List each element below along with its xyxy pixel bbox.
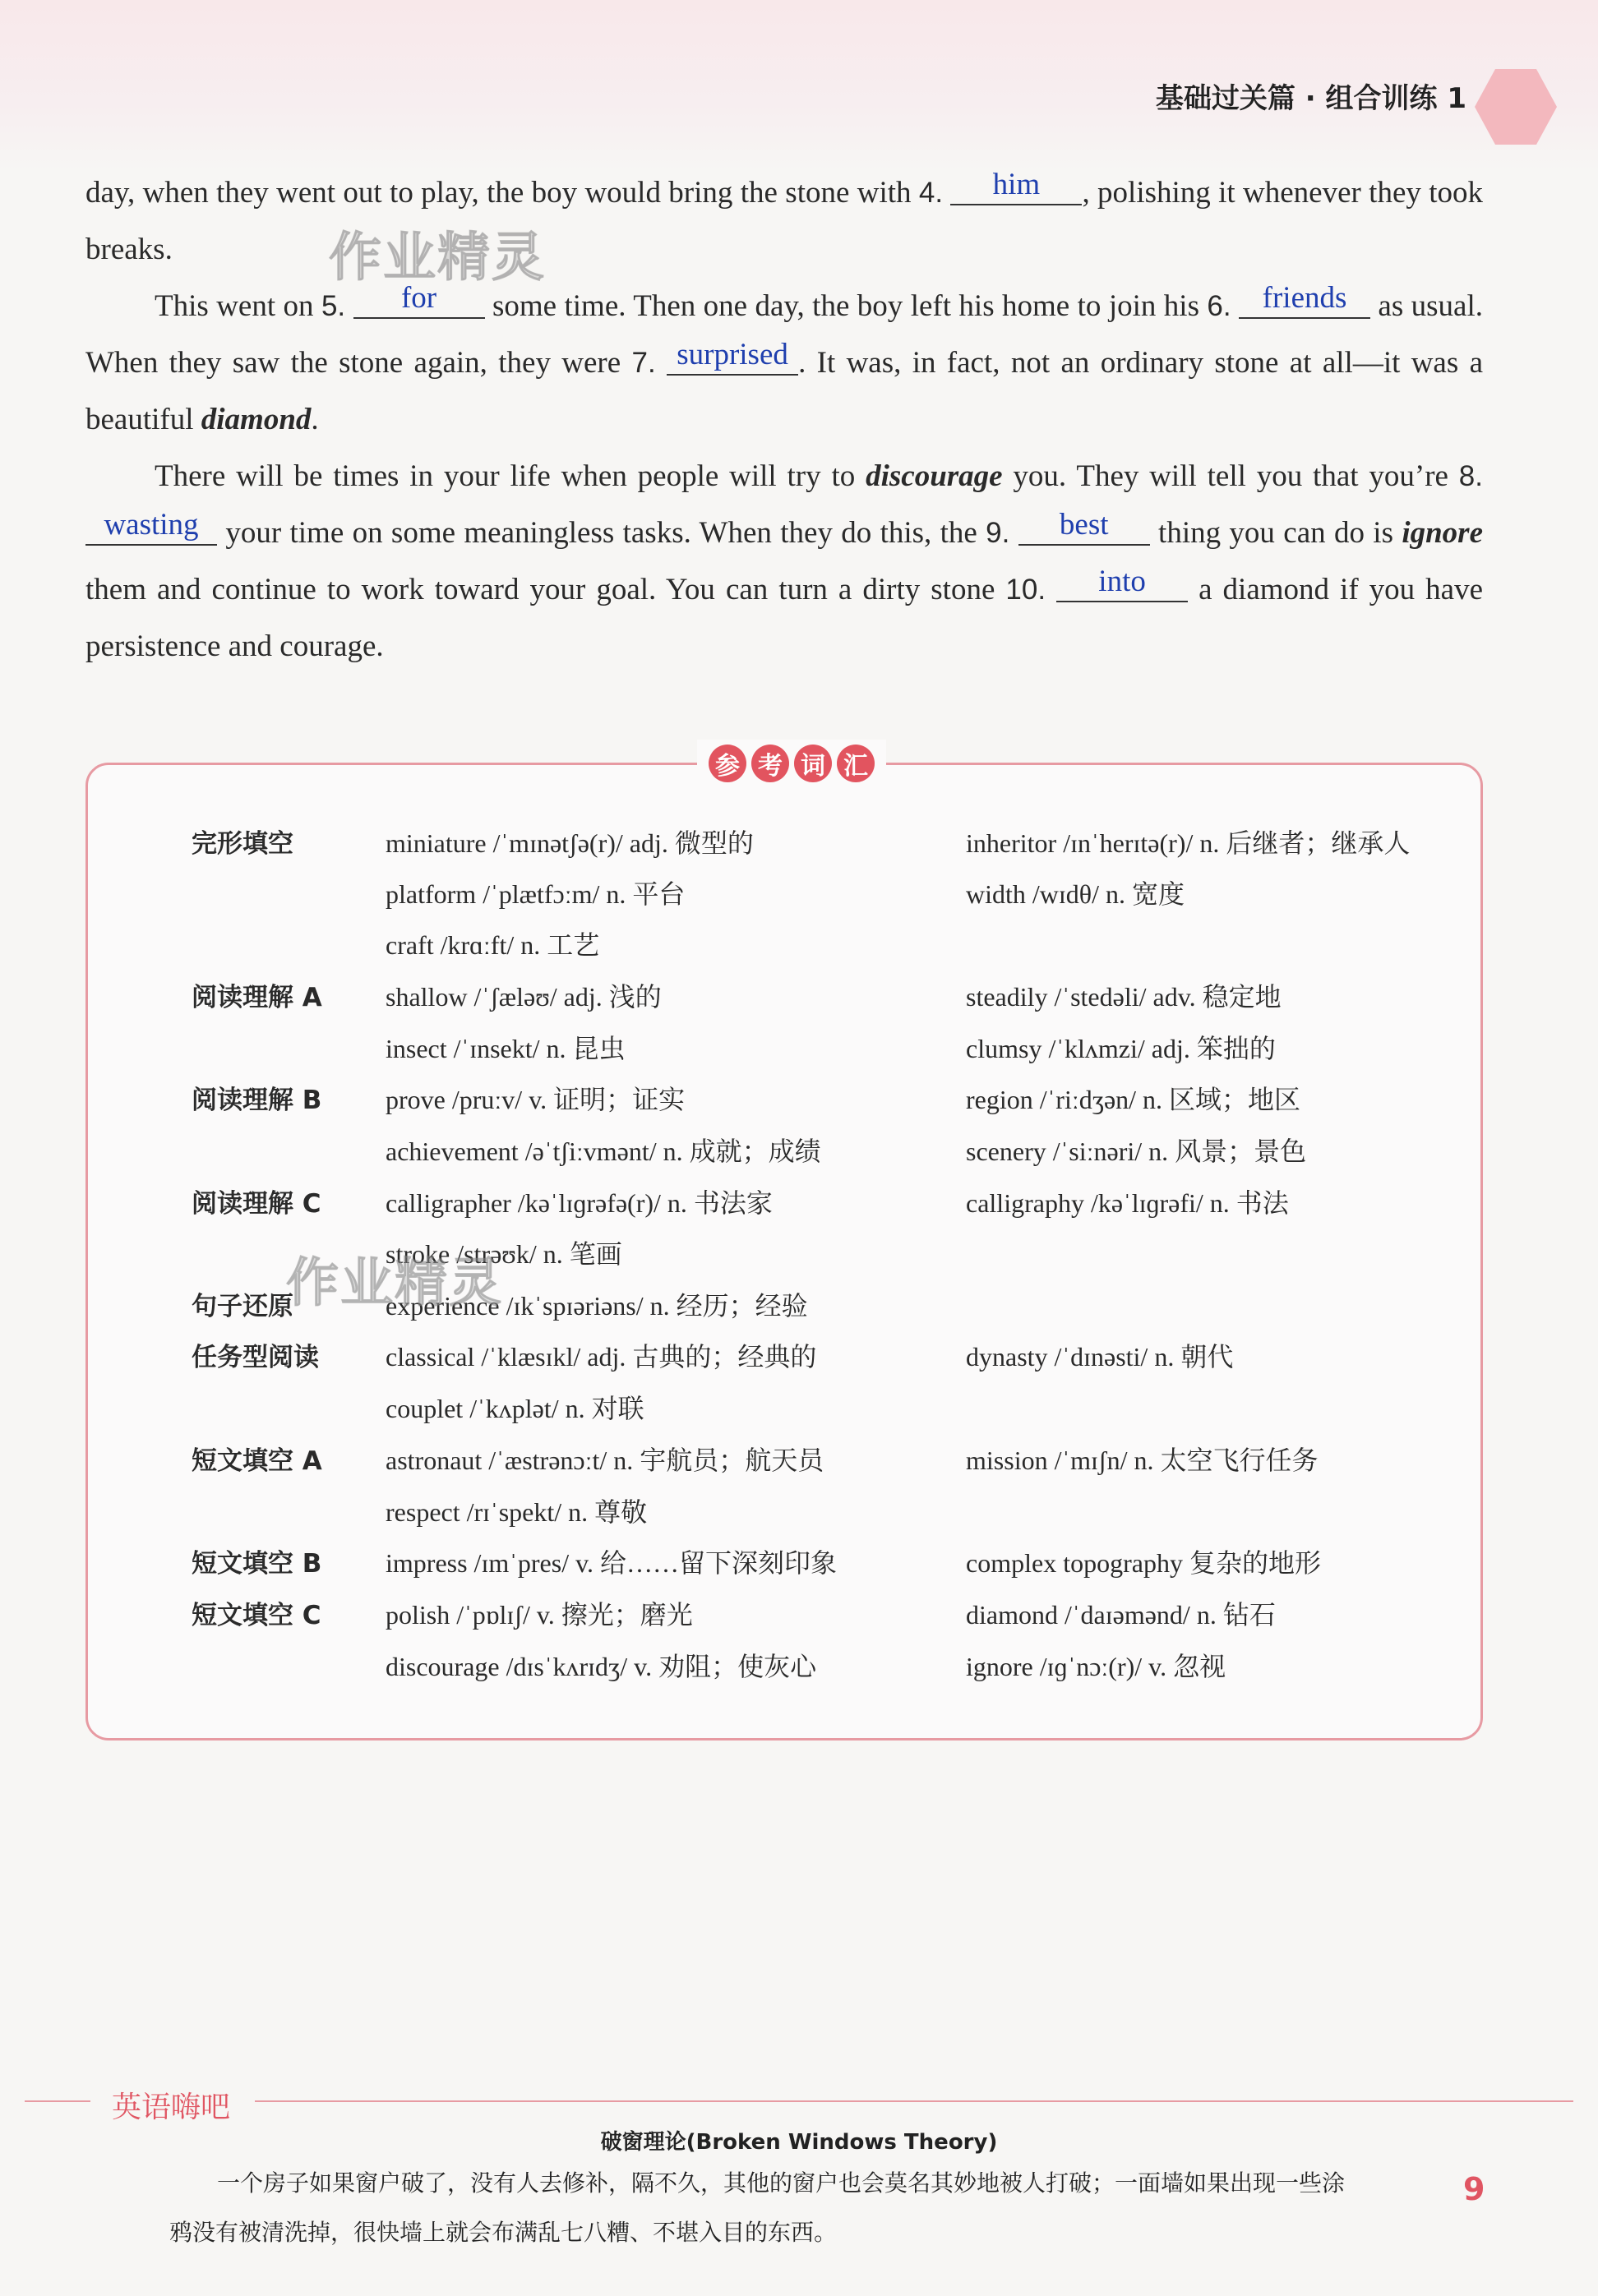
vocab-row <box>88 1542 1485 1594</box>
vocab-entry: insect /ˈɪnsekt/ n. 昆虫 <box>386 1034 626 1063</box>
vocab-entry: complex topography 复杂的地形 <box>966 1548 1321 1578</box>
keyword-discourage: discourage <box>866 459 1003 493</box>
vocab-entry: clumsy /ˈklʌmzi/ adj. 笨拙的 <box>966 1034 1276 1063</box>
title-char: 考 <box>751 745 789 782</box>
vocab-category: 短文填空 A <box>192 1446 322 1476</box>
paragraph-3 <box>85 448 1483 675</box>
vocab-entry: couplet /ˈkʌplət/ n. 对联 <box>386 1394 644 1423</box>
footer-title: 破窗理论(Broken Windows Theory) <box>600 2130 998 2155</box>
vocab-category: 句子还原 <box>192 1292 293 1321</box>
paragraph-1 <box>85 164 1483 278</box>
footer-text-line-2: 鸦没有被清洗掉，很快墙上就会布满乱七八糟、不堪入目的东西。 <box>169 2219 838 2246</box>
answer-blank-10[interactable]: into <box>1056 563 1188 602</box>
watermark: 作业精灵 <box>286 1253 503 1314</box>
vocab-entry: discourage /dɪsˈkʌrɪdʒ/ v. 劝阻；使灰心 <box>386 1652 817 1681</box>
vocab-category: 阅读理解 B <box>192 1086 322 1115</box>
vocab-entry: prove /pruːv/ v. 证明；证实 <box>386 1085 686 1114</box>
blank-number: 9. <box>986 517 1010 549</box>
blank-number: 7. <box>631 347 656 379</box>
answer-blank-8[interactable]: wasting <box>85 506 217 546</box>
footer-divider <box>255 2100 1573 2102</box>
vocab-entry: astronaut /ˈæstrənɔːt/ n. 宇航员；航天员 <box>386 1445 824 1475</box>
vocab-entry: width /wɪdθ/ n. 宽度 <box>966 879 1185 909</box>
title-char: 汇 <box>837 745 875 782</box>
vocab-row <box>88 1336 1485 1388</box>
vocab-entry: steadily /ˈstedəli/ adv. 稳定地 <box>966 982 1282 1012</box>
text: them and continue to work toward your goal. You can turn a dirty stone <box>85 573 1006 606</box>
text: . It was, in fact, not an ordinary stone at all—it was a beautiful <box>85 346 1484 436</box>
vocab-entry: dynasty /ˈdɪnəsti/ n. 朝代 <box>966 1342 1234 1372</box>
footer-text-line-1: 一个房子如果窗户破了，没有人去修补，隔不久，其他的窗户也会莫名其妙地被人打破；一面墙如果出现一些涂 <box>217 2169 1346 2197</box>
vocab-entry: stroke /strəʊk/ n. 笔画 <box>386 1239 622 1269</box>
vocab-entry: diamond /ˈdaɪəmənd/ n. 钻石 <box>966 1600 1276 1630</box>
vocab-entry: calligrapher /kəˈlɪɡrəfə(r)/ n. 书法家 <box>386 1188 773 1218</box>
footer-label: 英语嗨吧 <box>112 2091 231 2124</box>
vocab-category: 短文填空 C <box>192 1601 321 1630</box>
text: thing you can do is <box>1149 516 1402 550</box>
vocab-row <box>88 1028 1485 1080</box>
vocab-row <box>88 1131 1485 1183</box>
text: some time. Then one day, the boy left his home to join his <box>484 289 1208 323</box>
keyword-ignore: ignore <box>1402 516 1483 550</box>
title-char: 词 <box>794 745 832 782</box>
vocab-entry: experience /ɪkˈspɪəriəns/ n. 经历；经验 <box>386 1291 808 1321</box>
vocab-entry: platform /ˈplætfɔːm/ n. 平台 <box>386 879 686 909</box>
vocab-row <box>88 976 1485 1028</box>
vocab-entry: craft /krɑːft/ n. 工艺 <box>386 930 600 960</box>
vocab-category: 完形填空 <box>192 829 293 859</box>
text: you. They will tell you that you’re <box>1002 459 1459 493</box>
vocab-category: 任务型阅读 <box>192 1343 319 1372</box>
blank-number: 6. <box>1207 290 1231 322</box>
vocab-row <box>88 1183 1485 1234</box>
vocab-row <box>88 1440 1485 1491</box>
keyword-diamond: diamond <box>201 403 312 436</box>
vocab-entry: polish /ˈpɒlɪʃ/ v. 擦光；磨光 <box>386 1600 693 1630</box>
text: . <box>311 403 319 436</box>
vocab-entry: impress /ɪmˈpres/ v. 给……留下深刻印象 <box>386 1548 838 1578</box>
title-char: 参 <box>709 745 746 782</box>
section-title: 基础过关篇 · 组合训练 1 <box>1155 82 1466 115</box>
vocab-entry: respect /rɪˈspekt/ n. 尊敬 <box>386 1497 648 1527</box>
vocab-entry: shallow /ˈʃæləʊ/ adj. 浅的 <box>386 982 662 1012</box>
vocab-entry: calligraphy /kəˈlɪɡrəfi/ n. 书法 <box>966 1188 1289 1218</box>
vocab-row <box>88 1646 1485 1698</box>
text: a diamond if you have persistence and courage. <box>85 573 1484 663</box>
vocab-row <box>88 1388 1485 1440</box>
vocab-entry: region /ˈriːdʒən/ n. 区域；地区 <box>966 1085 1301 1114</box>
vocab-row <box>88 823 1485 874</box>
blank-number: 8. <box>1458 460 1483 492</box>
answer-blank-4[interactable]: him <box>950 166 1082 205</box>
vocab-entry: scenery /ˈsiːnəri/ n. 风景；景色 <box>966 1136 1307 1166</box>
watermark: 作业精灵 <box>329 228 546 288</box>
vocab-row <box>88 1594 1485 1646</box>
text: day, when they went out to play, the boy would bring the stone with <box>85 176 919 210</box>
vocab-entry: classical /ˈklæsɪkl/ adj. 古典的；经典的 <box>386 1342 817 1372</box>
text: This went on <box>155 289 321 323</box>
vocab-category: 阅读理解 A <box>192 983 322 1012</box>
paragraph-2 <box>85 278 1483 448</box>
page-number: 9 <box>1463 2171 1485 2207</box>
text: There will be times in your life when people will try to <box>155 459 866 493</box>
answer-blank-6[interactable]: friends <box>1239 279 1370 319</box>
answer-blank-7[interactable]: surprised <box>667 336 798 376</box>
answer-blank-9[interactable]: best <box>1018 506 1150 546</box>
vocab-category: 阅读理解 C <box>192 1189 321 1219</box>
vocab-row <box>88 1079 1485 1131</box>
text: your time on some meaningless tasks. When they do this, the <box>217 516 986 550</box>
footer-divider <box>25 2100 90 2102</box>
vocab-row <box>88 1491 1485 1543</box>
reading-passage <box>85 164 1483 675</box>
blank-number: 4. <box>918 177 944 209</box>
vocab-entry: miniature /ˈmɪnətʃə(r)/ adj. 微型的 <box>386 828 754 858</box>
text: , polishing it whenever they took breaks. <box>85 176 1484 266</box>
vocab-category: 短文填空 B <box>192 1549 322 1579</box>
text: as usual. When they saw the stone again, they were <box>85 289 1484 380</box>
vocab-entry: ignore /ɪɡˈnɔː(r)/ v. 忽视 <box>966 1652 1226 1681</box>
blank-number: 10. <box>1005 574 1046 606</box>
vocab-entry: achievement /əˈtʃiːvmənt/ n. 成就；成绩 <box>386 1136 821 1166</box>
vocab-row <box>88 874 1485 925</box>
vocab-row <box>88 924 1485 976</box>
vocab-entry: mission /ˈmɪʃn/ n. 太空飞行任务 <box>966 1445 1319 1475</box>
blank-number: 5. <box>321 290 346 322</box>
vocabulary-title <box>697 740 886 787</box>
answer-blank-5[interactable]: for <box>353 279 485 319</box>
vocab-entry: inheritor /ɪnˈherɪtə(r)/ n. 后继者；继承人 <box>966 828 1411 858</box>
